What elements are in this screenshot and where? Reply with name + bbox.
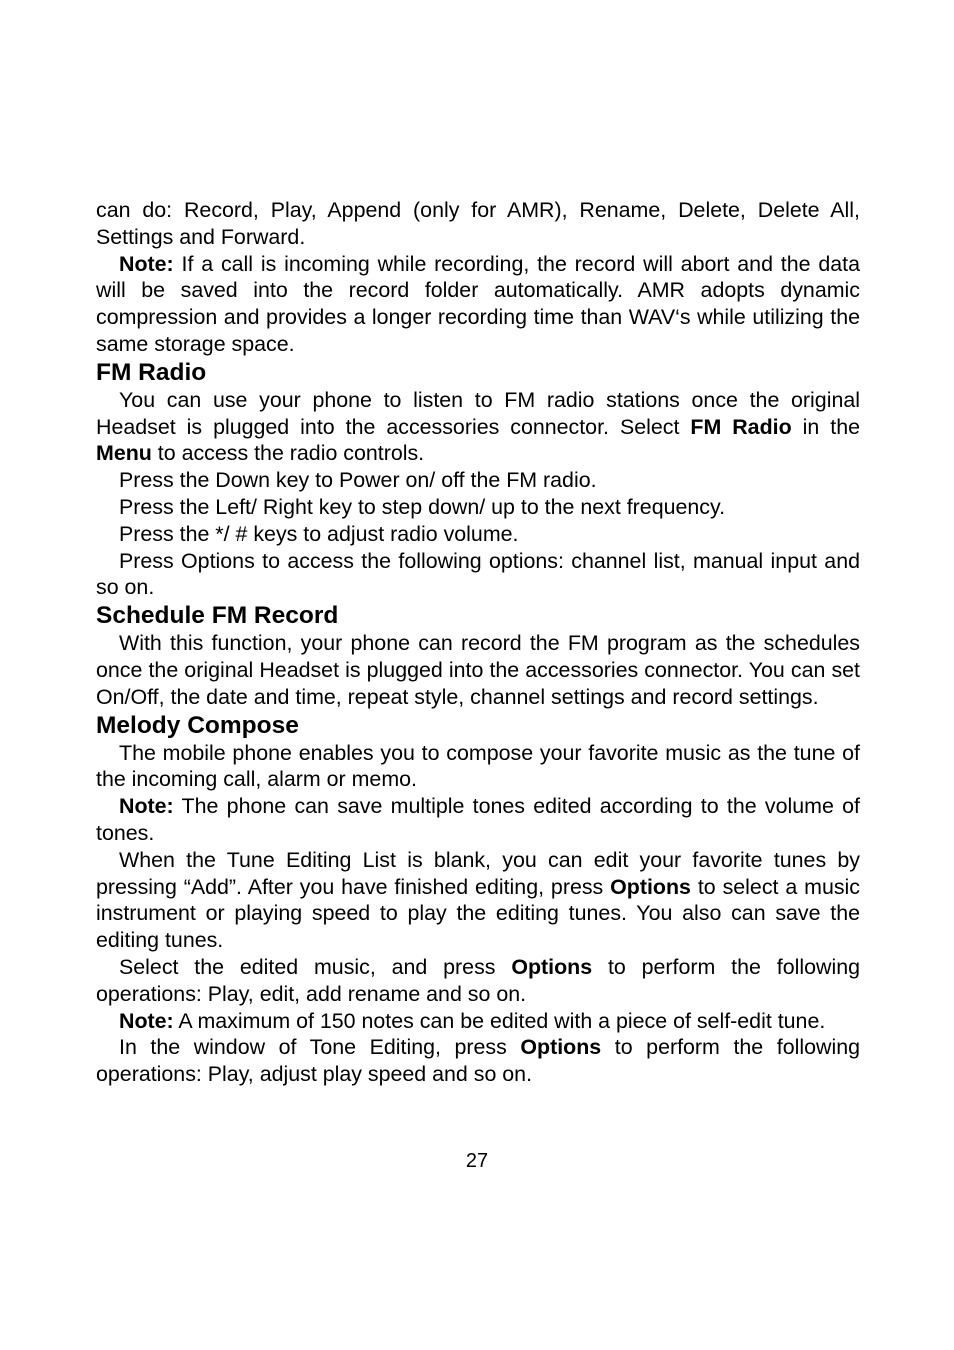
note-text: The phone can save multiple tones edited according to the volume of tones.: [96, 794, 860, 845]
melody-paragraph: [96, 847, 860, 954]
text-run: In the window of Tone Editing, press: [119, 1035, 521, 1060]
bold-term: Options: [511, 954, 593, 979]
melody-paragraph: [96, 954, 860, 1008]
bold-term: Menu: [96, 441, 152, 466]
text-run: to perform the following operations: Play, edit, add rename and so on.: [96, 954, 860, 1006]
note-label: Note:: [119, 251, 174, 276]
melody-paragraph: [96, 1034, 860, 1088]
text-run: You can use your phone to listen to FM radio stations once the original Headset is plugged into the accessories connector. Select: [96, 387, 860, 439]
text-run: When the Tune Editing List is blank, you can edit your favorite tunes by pressing “Add”. After you have finished editing, press: [96, 847, 860, 899]
melody-note: [96, 1008, 860, 1035]
page-content: [96, 197, 860, 1088]
note-text: A maximum of 150 notes can be edited with a piece of self-edit tune.: [173, 1008, 826, 1033]
melody-paragraph: The mobile phone enables you to compose your favorite music as the tune of the incoming call, alarm or memo.: [96, 740, 860, 792]
section-heading-melody-compose: Melody Compose: [96, 711, 299, 739]
bold-term: Options: [520, 1035, 602, 1060]
text-run: Select the edited music, and press: [119, 954, 512, 979]
fm-radio-line: Press the Left/ Right key to step down/ up to the next frequency.: [119, 494, 726, 519]
fm-radio-line: Press the */ # keys to adjust radio volume.: [119, 521, 519, 546]
melody-note: [96, 793, 860, 847]
note-label: Note:: [119, 794, 174, 819]
note-label: Note:: [119, 1008, 174, 1033]
schedule-paragraph: With this function, your phone can record the FM program as the schedules once the original Headset is plugged into the accessories connector. You can set On/Off, the date and time, repeat style, channel settings and record settings.: [96, 631, 860, 709]
text-run: to access the radio controls.: [151, 441, 425, 466]
bold-term: FM Radio: [690, 414, 792, 439]
bold-term: Options: [610, 874, 691, 899]
text-run: to select a music instrument or playing speed to play the editing tunes. You also can save the editing tunes.: [96, 874, 861, 953]
fm-radio-line: Press the Down key to Power on/ off the FM radio.: [119, 468, 597, 493]
text-run: to perform the following operations: Play, adjust play speed and so on.: [96, 1035, 860, 1087]
intro-note: [96, 251, 860, 358]
section-heading-fm-radio: FM Radio: [96, 358, 207, 386]
note-text: If a call is incoming while recording, the record will abort and the data will be saved into the record folder automatically. AMR adopts dynamic compression and provides a longer recording time than WAV‘s while utilizing the same storage space.: [96, 251, 860, 356]
fm-radio-line: Press Options to access the following options: channel list, manual input and so on.: [96, 548, 860, 600]
fm-radio-paragraph: [96, 387, 860, 467]
text-run: in the: [791, 414, 860, 439]
intro-paragraph: can do: Record, Play, Append (only for AMR), Rename, Delete, Delete All, Settings and Forward.: [96, 198, 860, 249]
page-number: 27: [465, 1150, 489, 1172]
section-heading-schedule-fm-record: Schedule FM Record: [96, 602, 339, 630]
